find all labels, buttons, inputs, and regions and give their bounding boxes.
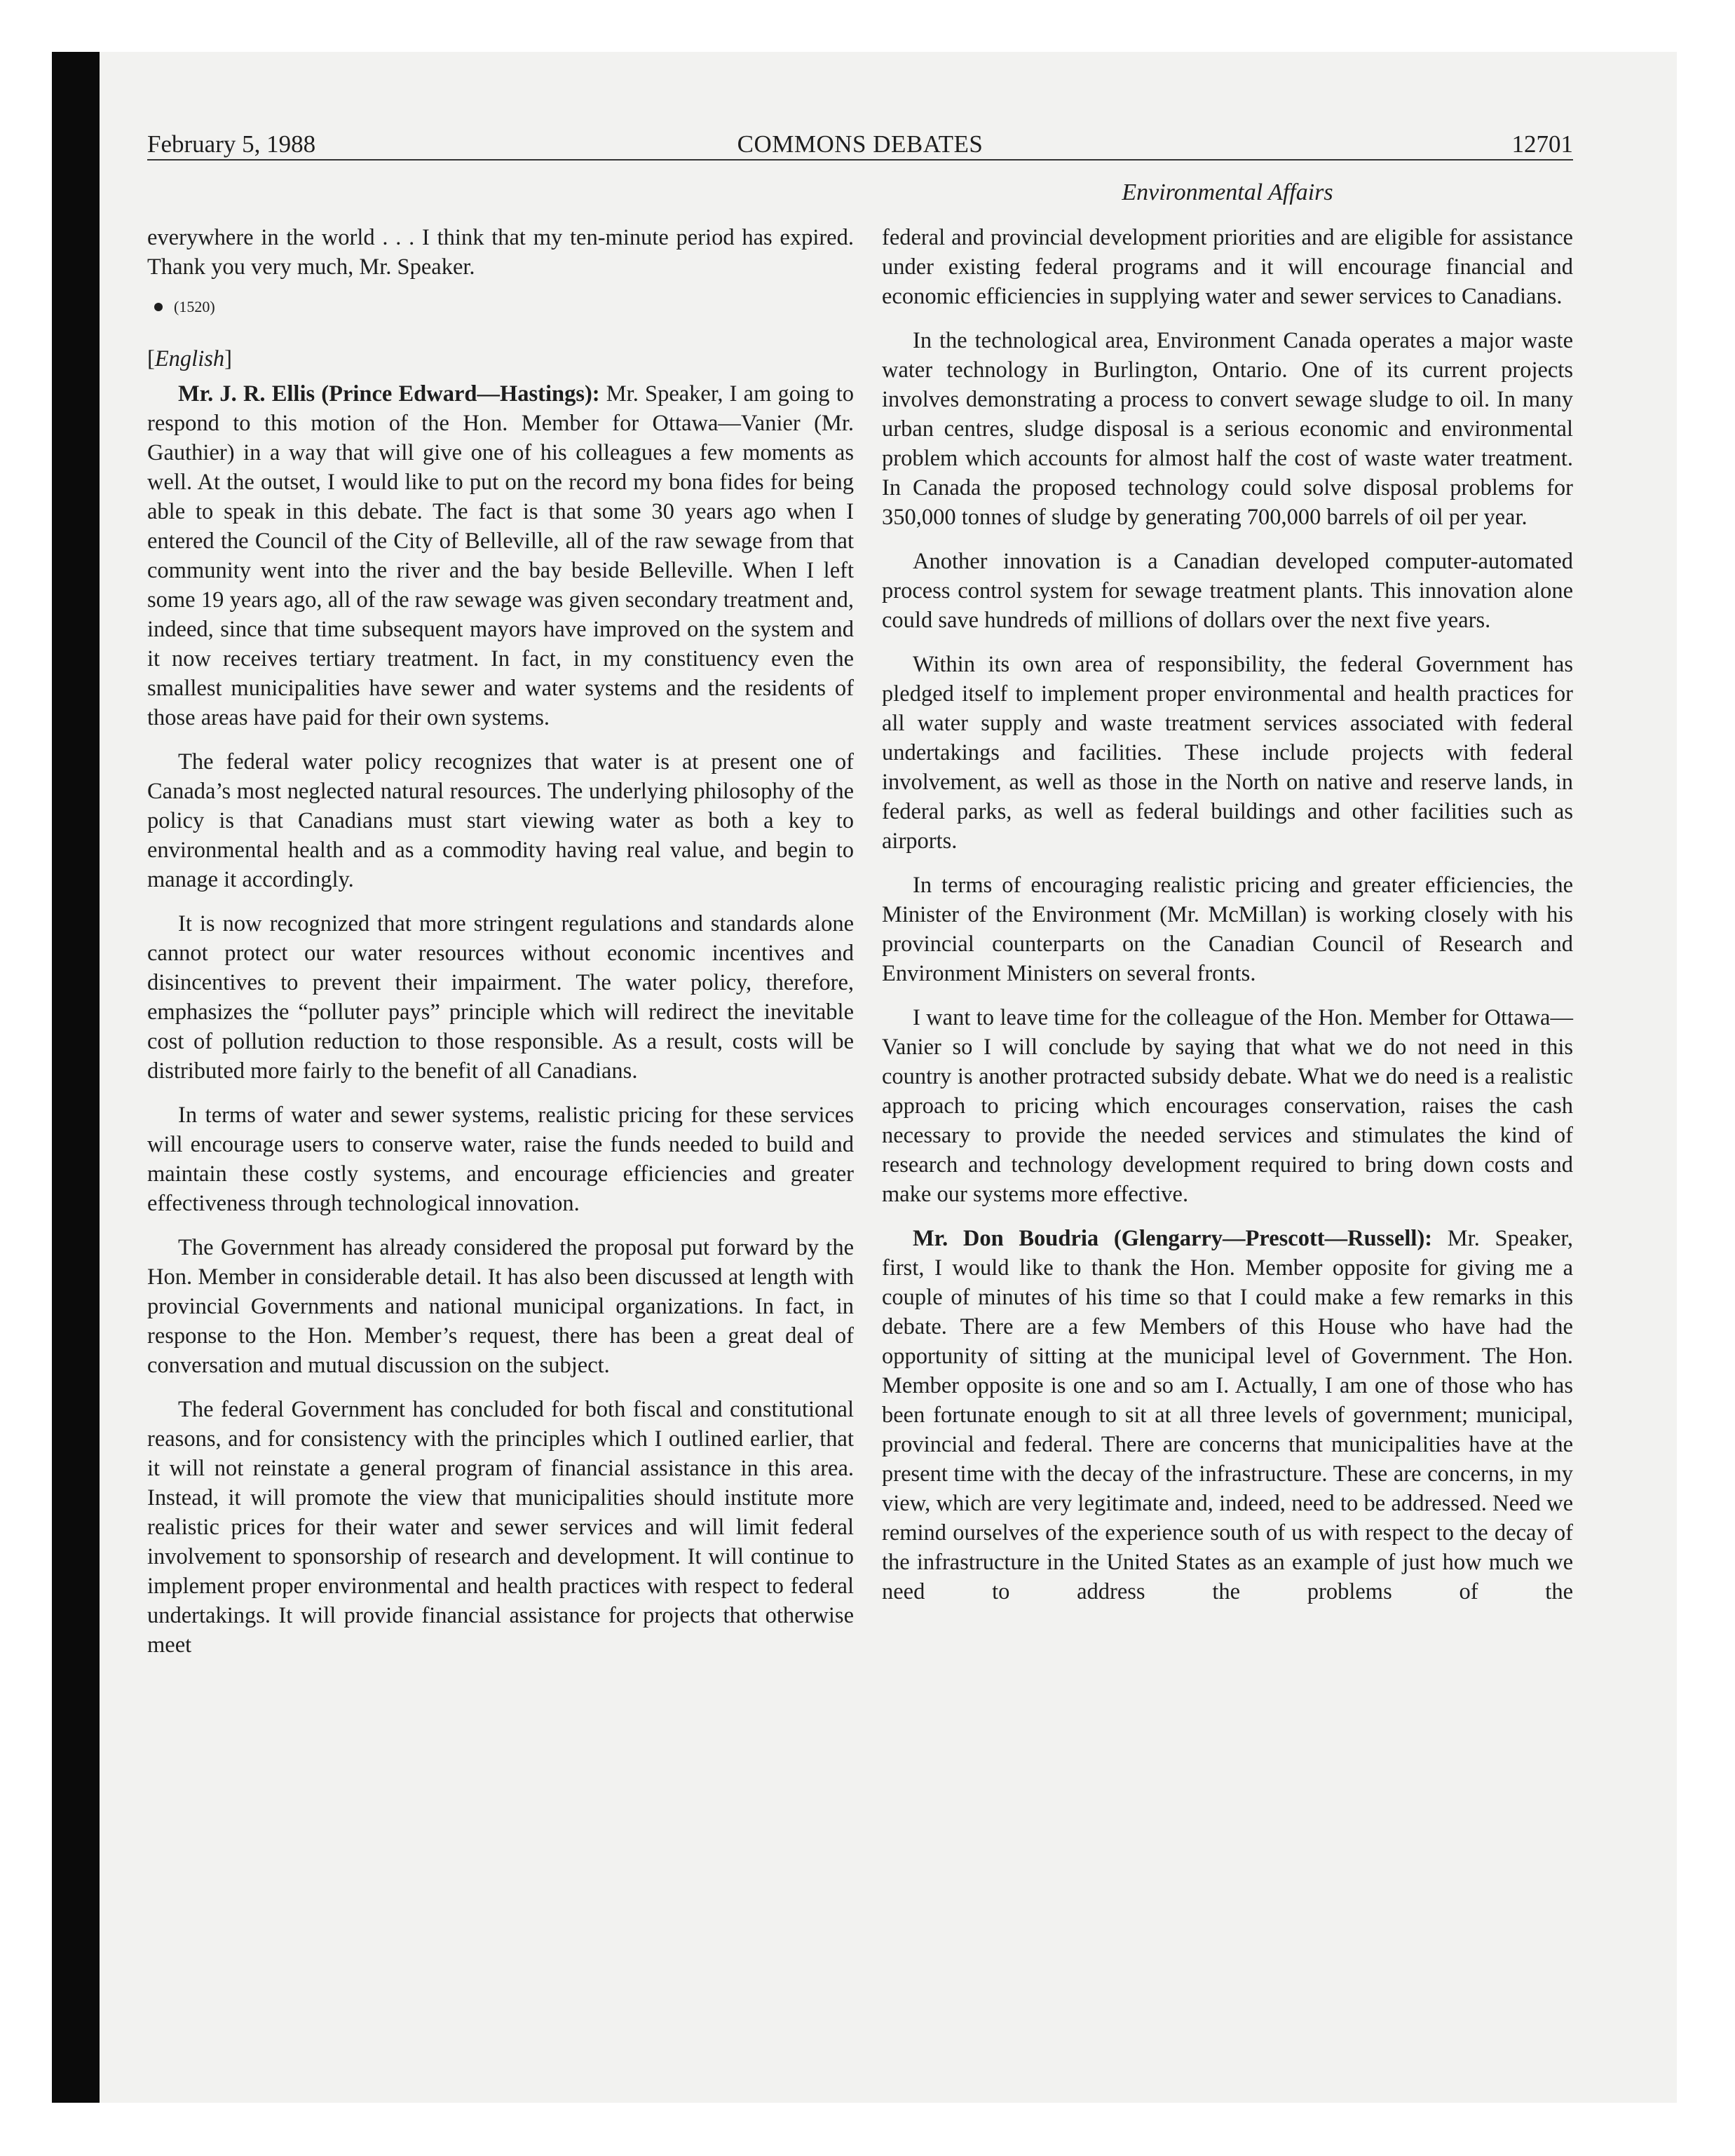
paragraph: It is now recognized that more stringent regulations and standards alone cannot protect our water resources without economic incentives and disincentives to prevent their impairment. The water policy, therefore, emphasizes the “polluter pays” principle which will redirect the inevitable cost of pollution reduction to those responsible. As a result, costs will be distributed more fairly to the benefit of all Canadians. [147,911,854,1084]
open-bracket: [ [147,346,155,371]
paragraph: The federal water policy recognizes that water is at present one of Canada’s most neglected natural resources. The underlying philosophy of the policy is that Canadians must start viewing water as both a key to environmental health and as a commodity having real value, and begin to manage it accordingly. [147,749,854,892]
speaker-name: Mr. Don Boudria (Glengarry—Prescott—Russell): [913,1226,1433,1251]
paragraph [147,379,854,732]
time-marker-label: (1520) [174,298,215,315]
paragraph: Within its own area of responsibility, the federal Government has pledged itself to implement proper environmental and health practices for all water supply and waste treatment services associated with federal undertakings and facilities. These include projects with federal involvement, as well as those in the North on native and reserve lands, in federal parks, as well as federal buildings and other facilities such as airports. [882,652,1573,854]
paragraph: In terms of encouraging realistic pricing and greater efficiencies, the Minister of the Environment (Mr. McMillan) is working closely with his provincial counterparts on the Canadian Council of Research and Environment Ministers on several fronts. [882,873,1573,986]
paragraph: The federal Government has concluded for both fiscal and constitutional reasons, and for consistency with the principles which I outlined earlier, that it will not reinstate a general program of financial assistance in this area. Instead, it will promote the view that municipalities should institute more realistic prices for their water and sewer services and will limit federal involvement to sponsorship of research and development. It will continue to implement proper environmental and health practices with respect to federal undertakings. It will provide financial assistance for projects that otherwise meet [147,1397,854,1658]
section-title: Environmental Affairs [1122,179,1333,205]
paragraph: In terms of water and sewer systems, realistic pricing for these services will encourage users to conserve water, raise the funds needed to build and maintain these costly systems, and encourage efficiencies and greater effectiveness through technological innovation. [147,1103,854,1216]
paragraph: I want to leave time for the colleague of the Hon. Member for Ottawa—Vanier so I will conclude by saying that what we do not need in this country is another protracted subsidy debate. What we do need is a realistic approach to pricing which encourages conservation, raises the cash necessary to provide the needed services and stimulates the kind of research and technology development required to bring down costs and make our systems more effective. [882,1005,1573,1207]
close-bracket: ] [224,346,232,371]
right-column [882,223,1573,1621]
speech-text: Mr. Speaker, I am going to respond to this motion of the Hon. Member for Ottawa—Vanier (Mr. Gauthier) in a way that will give one of his colleagues a few moments as well. At the outset, I would like to put on the record my bona fides for being able to speak in this debate. The fact is that some 30 years ago when I entered the Council of the City of Belleville, all of the raw sewage from that community went into the river and the bay beside Belleville. When I left some 19 years ago, all of the raw sewage was given secondary treatment and, indeed, since that time subsequent mayors have improved on the system and it now receives tertiary treatment. In fact, in my constituency even the smallest municipalities have sewer and water systems and the residents of those areas have paid for their own systems. [147,381,854,730]
paragraph: Another innovation is a Canadian developed computer-automated process control system for sewage treatment plants. This innovation alone could save hundreds of millions of dollars over the next five years. [882,549,1573,633]
language-label: English [154,346,225,371]
header-rule [147,159,1573,161]
paragraph: federal and provincial development priorities and are eligible for assistance under existing federal programs and it will encourage financial and economic efficiencies in supplying water and sewer services to Canadians. [882,225,1573,309]
header-date: February 5, 1988 [147,130,316,158]
bullet-icon [154,303,163,311]
header-page-number: 12701 [1511,130,1573,158]
time-marker [154,296,854,318]
scan-edge-bar [52,52,100,2103]
paragraph: The Government has already considered the proposal put forward by the Hon. Member in considerable detail. It has also been discussed at length with provincial Governments and national municipal organizations. In fact, in response to the Hon. Member’s request, there has been a great deal of conversation and mutual discussion on the subject. [147,1235,854,1378]
paragraph: everywhere in the world . . . I think that my ten-minute period has expired. Thank you very much, Mr. Speaker. [147,225,854,280]
language-tag [147,344,854,374]
header-journal-title: COMMONS DEBATES [737,130,984,158]
speaker-name: Mr. J. R. Ellis (Prince Edward—Hastings): [178,381,600,407]
left-column [147,223,854,1674]
running-head [147,126,1573,163]
paragraph [882,1224,1573,1606]
paragraph: In the technological area, Environment Canada operates a major waste water technology in Burlington, Ontario. One of its current projects involves demonstrating a process to convert sewage sludge to oil. In many urban centres, sludge disposal is a serious economic and environmental problem which accounts for almost half the cost of waste water treatment. In Canada the proposed technology could solve disposal problems for 350,000 tonnes of sludge by generating 700,000 barrels of oil per year. [882,328,1573,530]
speech-text: Mr. Speaker, first, I would like to thank the Hon. Member opposite for giving me a couple of minutes of his time so that I could make a few remarks in this debate. There are a few Members of this House who have had the opportunity of sitting at the municipal level of Government. The Hon. Member opposite is one and so am I. Actually, I am one of those who has been fortunate enough to sit at all three levels of government; municipal, provincial and federal. There are concerns that municipalities have at the present time with the decay of the infrastructure. These are concerns, in my view, which are very legitimate and, indeed, need to be addressed. Need we remind ourselves of the experience south of us with respect to the decay of the infrastructure in the United States as an example of just how much we need to address the problems of the [882,1226,1573,1604]
